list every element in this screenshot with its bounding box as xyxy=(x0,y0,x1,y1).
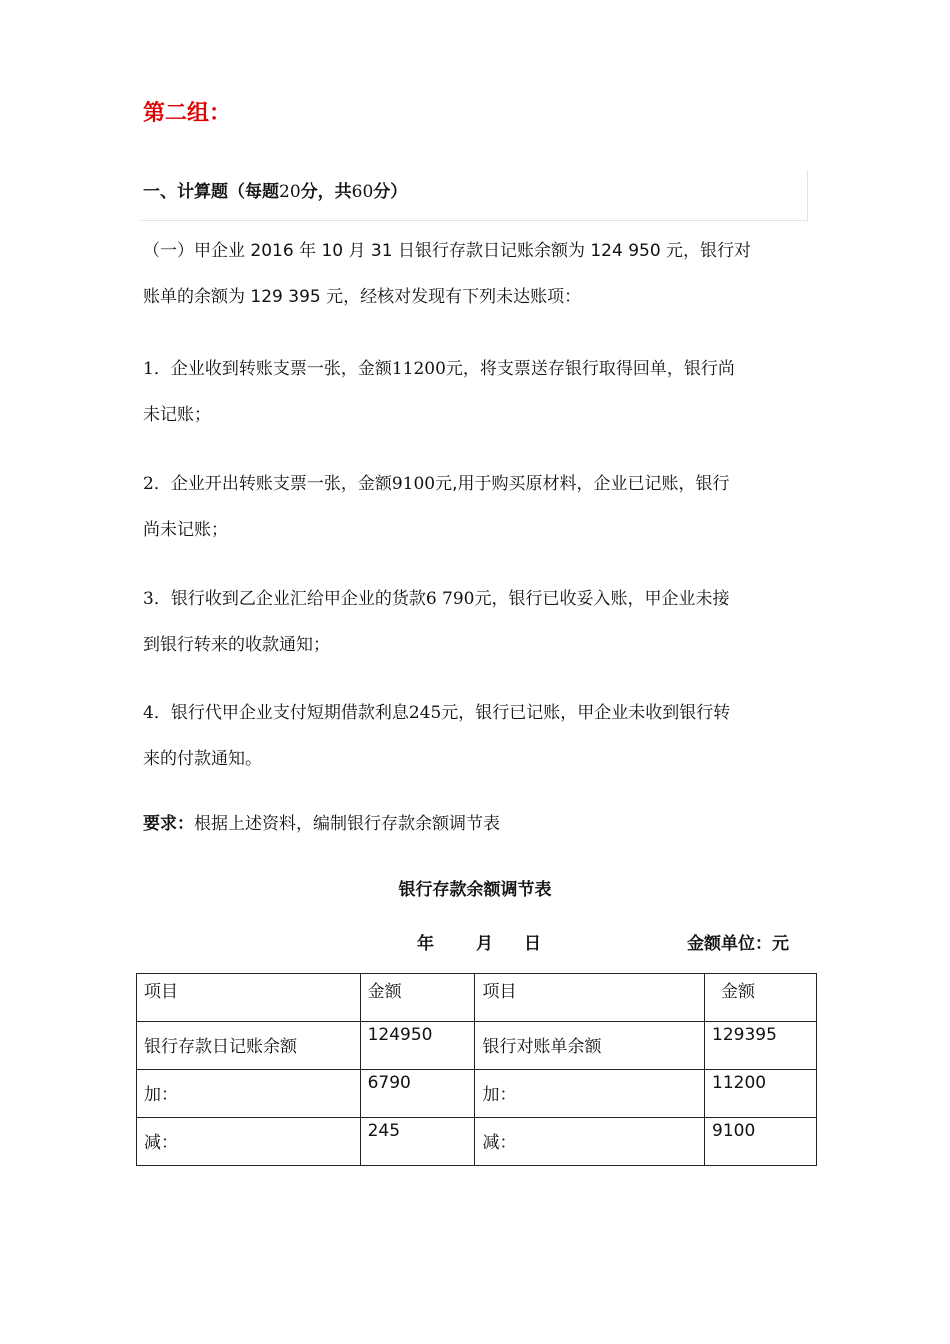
table-cell: 11200 xyxy=(705,1070,817,1118)
item-text: ．银行收到乙企业汇给甲企业的货款 xyxy=(153,589,426,609)
item-amount: 245 xyxy=(408,703,442,723)
reconciliation-table xyxy=(136,973,817,1166)
requirement-label: 要求： xyxy=(143,814,194,834)
table-row xyxy=(137,1022,817,1070)
section-total: 60 xyxy=(351,182,374,202)
item-4 xyxy=(143,690,823,782)
table-cell: 9100 xyxy=(705,1118,817,1166)
item-number: 2 xyxy=(143,474,154,494)
item-number: 3 xyxy=(143,589,154,609)
table-cell: 银行对账单余额 xyxy=(475,1022,705,1070)
item-text: ．企业收到转账支票一张，金额 xyxy=(153,359,392,379)
table-cell: 129395 xyxy=(705,1022,817,1070)
item-3 xyxy=(143,576,823,668)
item-text: 元，将支票送存银行取得回单，银行尚 xyxy=(445,359,735,379)
table-cell: 加： xyxy=(475,1070,705,1118)
section-middle: 分，共 xyxy=(300,182,352,202)
header-cell: 项目 xyxy=(475,974,705,1022)
item-amount: 9100 xyxy=(391,474,436,494)
item-number: 4 xyxy=(143,703,154,723)
table-cell: 减： xyxy=(137,1118,361,1166)
item-text: ．企业开出转账支票一张，金额 xyxy=(153,474,392,494)
table-header-row xyxy=(137,974,817,1022)
requirement-text: 根据上述资料，编制银行存款余额调节表 xyxy=(194,814,500,834)
item-text: 到银行转来的收款通知； xyxy=(143,635,330,655)
table-row xyxy=(137,1070,817,1118)
intro-paragraph xyxy=(143,228,823,320)
section-suffix: 分） xyxy=(373,182,408,202)
header-cell: 金额 xyxy=(360,974,475,1022)
group-title: 第二组： xyxy=(143,101,232,126)
intro-line: （一）甲企业 2016 年 10 月 31 日银行存款日记账余额为 124 950 元，银行对 xyxy=(143,241,752,261)
table-cell: 245 xyxy=(360,1118,475,1166)
item-1 xyxy=(143,346,823,438)
item-amount: 11200 xyxy=(391,359,446,379)
item-amount: 6 790 xyxy=(425,589,475,609)
item-text: 尚未记账； xyxy=(143,520,228,540)
item-text: 元，银行已记账，甲企业未收到银行转 xyxy=(441,703,731,723)
section-score-each: 20 xyxy=(279,182,301,202)
table-row xyxy=(137,1118,817,1166)
amount-unit: 金额单位：元 xyxy=(687,934,789,954)
table-cell: 加： xyxy=(137,1070,361,1118)
date-year: 年 xyxy=(417,934,434,954)
item-text: 未记账； xyxy=(143,405,211,425)
item-number: 1 xyxy=(143,359,154,379)
table-cell: 6790 xyxy=(360,1070,475,1118)
table-cell: 124950 xyxy=(360,1022,475,1070)
header-cell: 金额 xyxy=(705,974,817,1022)
item-text: 来的付款通知。 xyxy=(143,749,262,769)
item-text: 元，银行已收妥入账，甲企业未接 xyxy=(474,589,730,609)
table-cell: 减： xyxy=(475,1118,705,1166)
date-month: 月 xyxy=(476,934,493,954)
requirement xyxy=(143,801,823,847)
intro-line: 账单的余额为 129 395 元，经核对发现有下列未达账项： xyxy=(143,287,582,307)
item-text: ．银行代甲企业支付短期借款利息 xyxy=(153,703,409,723)
section-title xyxy=(143,177,407,202)
table-cell: 银行存款日记账余额 xyxy=(137,1022,361,1070)
item-text: 元,用于购买原材料，企业已记账，银行 xyxy=(435,474,730,494)
section-prefix: 一、计算题（每题 xyxy=(143,182,279,202)
item-2 xyxy=(143,461,823,553)
date-day: 日 xyxy=(524,934,541,954)
header-cell: 项目 xyxy=(137,974,361,1022)
table-title: 银行存款余额调节表 xyxy=(398,880,552,900)
